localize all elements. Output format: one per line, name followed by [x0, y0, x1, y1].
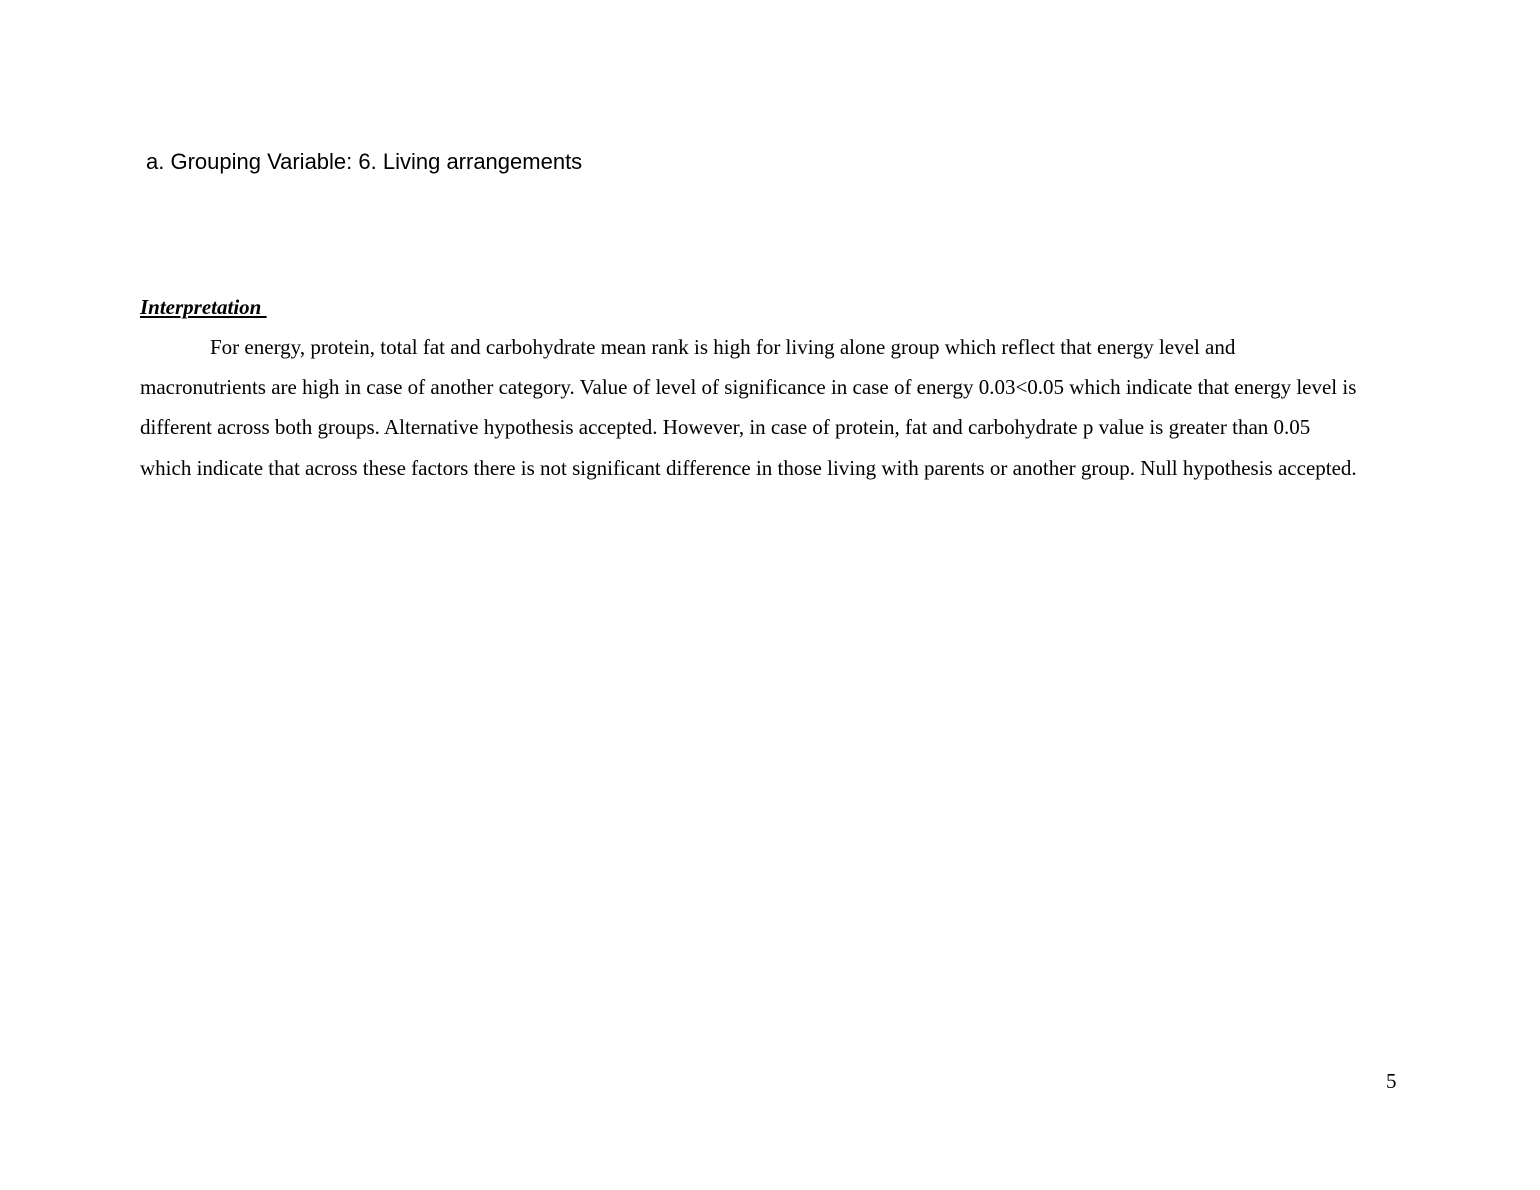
page-number: 5 — [1386, 1069, 1397, 1093]
interpretation-paragraph: For energy, protein, total fat and carbohydrate mean rank is high for living alone group which reflect that energy level and macronutrients are high in case of another category. Value of level of significance in case of energy 0.03<0.05 which indicate that energy level is different across both groups. Alternative hypothesis accepted. However, in case of protein, fat and carbohydrate p value is greater than 0.05 which indicate that across these factors there is not significant difference in those living with parents or another group. Null hypothesis accepted. — [140, 335, 1357, 480]
table-footnote: a. Grouping Variable: 6. Living arrangements — [146, 149, 583, 174]
section-heading-interpretation: Interpretation — [140, 295, 267, 319]
